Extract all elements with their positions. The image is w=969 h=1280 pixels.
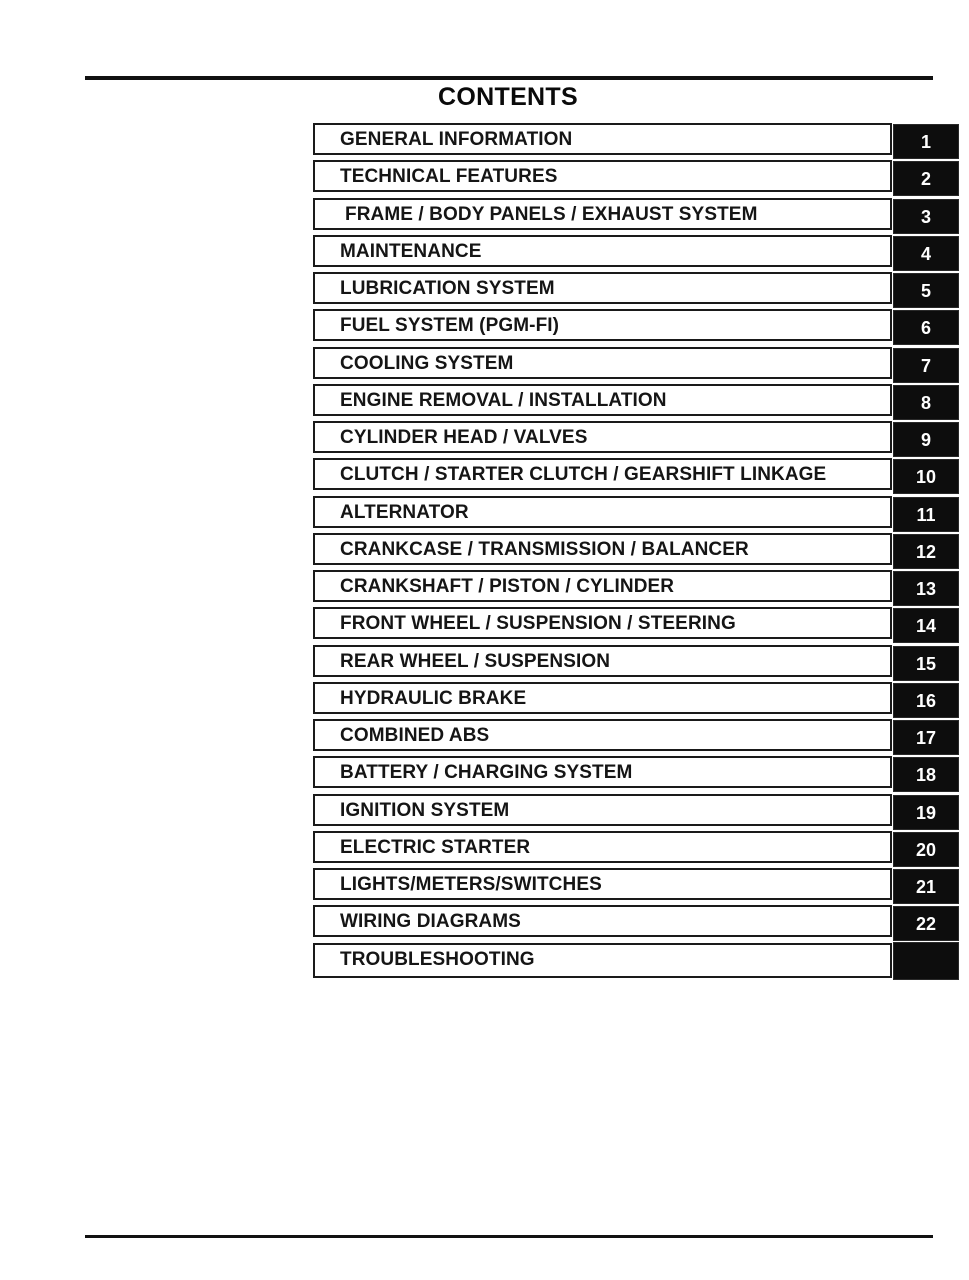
section-tab[interactable] <box>894 572 958 605</box>
section-number: 4 <box>920 243 931 264</box>
section-number: 6 <box>920 318 931 339</box>
contents-item-box <box>313 756 892 788</box>
contents-item-box <box>313 160 892 192</box>
section-number: 20 <box>915 839 937 860</box>
section-tab[interactable] <box>894 498 958 531</box>
contents-item-label: LIGHTS/METERS/SWITCHES <box>340 874 602 895</box>
bottom-rule <box>85 1235 933 1238</box>
contents-item-box <box>313 831 892 863</box>
contents-item[interactable] <box>313 756 960 793</box>
section-number: 16 <box>915 690 937 711</box>
section-tab[interactable] <box>894 162 958 195</box>
section-number: 22 <box>915 914 937 935</box>
contents-item-box <box>313 533 892 565</box>
contents-item[interactable] <box>313 719 960 756</box>
section-tab[interactable] <box>894 870 958 903</box>
contents-item[interactable] <box>313 347 960 384</box>
contents-item-label: CRANKSHAFT / PISTON / CYLINDER <box>340 576 675 597</box>
section-tab[interactable] <box>894 460 958 493</box>
contents-item-box <box>313 682 892 714</box>
contents-item-label: FRONT WHEEL / SUSPENSION / STEERING <box>340 613 736 635</box>
section-number: 2 <box>920 169 931 190</box>
contents-item-label: FUEL SYSTEM (PGM-FI) <box>340 315 560 337</box>
contents-item[interactable] <box>313 905 960 942</box>
section-tab[interactable] <box>894 423 958 456</box>
contents-item-label: IGNITION SYSTEM <box>340 799 510 821</box>
section-number: 14 <box>915 616 937 637</box>
contents-item-label: LUBRICATION SYSTEM <box>340 278 555 299</box>
contents-item-box <box>313 384 892 416</box>
section-number: 13 <box>915 579 937 599</box>
contents-item-label: CYLINDER HEAD / VALVES <box>340 427 588 448</box>
contents-item-box <box>313 272 892 304</box>
contents-item[interactable] <box>313 570 960 607</box>
contents-item-box <box>313 458 892 490</box>
section-number: 1 <box>920 132 931 152</box>
contents-item-label: CRANKCASE / TRANSMISSION / BALANCER <box>340 538 749 560</box>
section-tab[interactable] <box>894 796 958 829</box>
contents-item-box <box>313 905 892 937</box>
section-number: 8 <box>920 392 931 413</box>
contents-item[interactable] <box>313 533 960 570</box>
section-tab[interactable] <box>894 609 958 642</box>
contents-item-label: COMBINED ABS <box>340 725 490 746</box>
section-number: 19 <box>915 802 937 823</box>
section-tab[interactable] <box>894 237 958 270</box>
top-rule <box>85 76 933 80</box>
section-tab[interactable] <box>894 907 958 940</box>
section-tab[interactable] <box>894 311 958 344</box>
section-tab[interactable] <box>894 274 958 307</box>
contents-item-label: MAINTENANCE <box>340 240 482 262</box>
section-tab[interactable] <box>894 386 958 419</box>
contents-item[interactable] <box>313 682 960 719</box>
section-number: 9 <box>920 430 931 450</box>
contents-item-label: WIRING DIAGRAMS <box>340 911 521 933</box>
contents-item[interactable] <box>313 943 960 980</box>
contents-item[interactable] <box>313 160 960 197</box>
section-tab[interactable] <box>894 721 958 754</box>
section-number: 17 <box>915 728 937 748</box>
contents-item-label: FRAME / BODY PANELS / EXHAUST SYSTEM <box>345 203 758 225</box>
contents-item-box <box>313 868 892 900</box>
contents-item-label: CLUTCH / STARTER CLUTCH / GEARSHIFT LINKAGE <box>340 464 827 486</box>
contents-item-label: ENGINE REMOVAL / INSTALLATION <box>340 389 667 411</box>
contents-item[interactable] <box>313 645 960 682</box>
section-tab[interactable] <box>894 943 958 979</box>
contents-item[interactable] <box>313 794 960 831</box>
contents-item[interactable] <box>313 309 960 346</box>
section-number: 5 <box>920 281 931 301</box>
section-tab[interactable] <box>894 349 958 382</box>
contents-item-box <box>313 347 892 379</box>
contents-item[interactable] <box>313 496 960 533</box>
contents-item[interactable] <box>313 272 960 309</box>
section-number: 18 <box>915 765 937 786</box>
contents-item[interactable] <box>313 458 960 495</box>
contents-item-box <box>313 235 892 267</box>
contents-item-label: ELECTRIC STARTER <box>340 836 531 858</box>
contents-item-box <box>313 943 892 978</box>
contents-item-box <box>313 198 892 230</box>
contents-item-label: HYDRAULIC BRAKE <box>340 687 527 709</box>
contents-item-box <box>313 607 892 639</box>
contents-item[interactable] <box>313 607 960 644</box>
section-tab[interactable] <box>894 535 958 568</box>
section-tab[interactable] <box>894 684 958 717</box>
page-title: CONTENTS <box>438 83 578 111</box>
contents-item-label: COOLING SYSTEM <box>340 352 514 374</box>
section-number: 15 <box>915 653 937 674</box>
section-number: 7 <box>920 355 931 376</box>
contents-item[interactable] <box>313 123 960 160</box>
contents-item[interactable] <box>313 198 960 235</box>
contents-item-box <box>313 719 892 751</box>
contents-item[interactable] <box>313 384 960 421</box>
contents-item-box <box>313 570 892 602</box>
section-number: 3 <box>920 206 931 227</box>
contents-item-label: TROUBLESHOOTING <box>340 948 535 970</box>
contents-item[interactable] <box>313 421 960 458</box>
contents-item-box <box>313 309 892 341</box>
contents-item-label: TECHNICAL FEATURES <box>340 166 558 188</box>
contents-item-box <box>313 421 892 453</box>
section-tab[interactable] <box>894 125 958 158</box>
contents-item-label: BATTERY / CHARGING SYSTEM <box>340 762 633 784</box>
contents-item[interactable] <box>313 868 960 905</box>
contents-item-box <box>313 123 892 155</box>
section-number: 12 <box>915 541 937 562</box>
section-tab[interactable] <box>894 758 958 791</box>
contents-item-box <box>313 794 892 826</box>
section-number: 10 <box>915 467 937 488</box>
section-tab[interactable] <box>894 647 958 680</box>
section-number: 21 <box>915 877 937 897</box>
section-tab[interactable] <box>894 200 958 233</box>
contents-item[interactable] <box>313 235 960 272</box>
contents-item-label: REAR WHEEL / SUSPENSION <box>340 650 611 672</box>
contents-list <box>313 123 960 980</box>
contents-item-label: ALTERNATOR <box>340 501 469 523</box>
contents-item-box <box>313 496 892 528</box>
contents-item-box <box>313 645 892 677</box>
contents-item[interactable] <box>313 831 960 868</box>
contents-item-label: GENERAL INFORMATION <box>340 129 573 150</box>
section-tab[interactable] <box>894 833 958 866</box>
section-number: 11 <box>916 504 936 525</box>
